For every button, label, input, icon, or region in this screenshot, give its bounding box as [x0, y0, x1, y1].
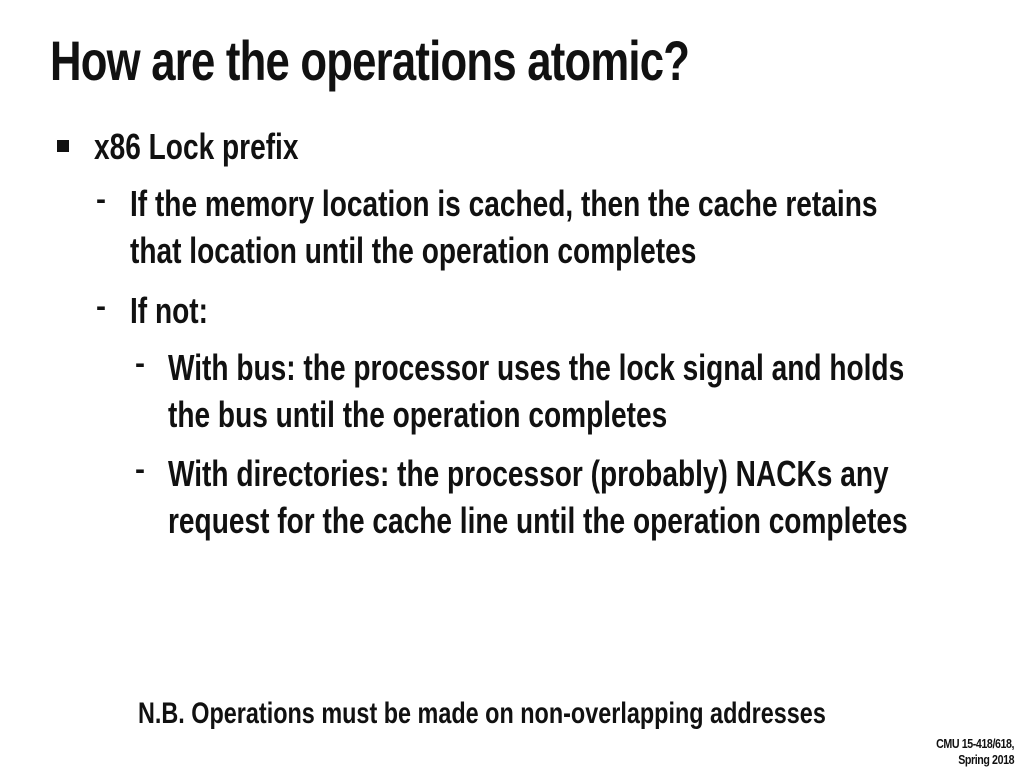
bullet-level2-text-line2: that location until the operation completes	[130, 230, 697, 271]
bullet-level1-text: x86 Lock prefix	[94, 126, 299, 167]
bullet-level2-text: If not:	[130, 290, 208, 331]
bullet-level3-text-line2: the bus until the operation completes	[168, 394, 668, 435]
course-footer	[936, 736, 1014, 768]
bullet-level3-text-line1: With bus: the processor uses the lock signal and holds	[168, 347, 905, 388]
bullet-level3-text-line1: With directories: the processor (probably) NACKs any	[168, 453, 889, 494]
dash-marker: -	[96, 183, 106, 216]
dash-marker: -	[135, 453, 145, 486]
footer-course: CMU 15-418/618,	[935, 736, 1014, 751]
bullet-square-icon	[57, 140, 69, 152]
bullet-level2-text-line1: If the memory location is cached, then the cache retains	[130, 183, 878, 224]
slide-title: How are the operations atomic?	[50, 29, 690, 92]
footnote: N.B. Operations must be made on non-overlapping addresses	[138, 697, 826, 730]
dash-marker: -	[135, 347, 145, 380]
footer-term: Spring 2018	[958, 752, 1014, 767]
bullet-level3-text-line2: request for the cache line until the operation completes	[168, 500, 908, 541]
dash-marker: -	[96, 290, 106, 323]
